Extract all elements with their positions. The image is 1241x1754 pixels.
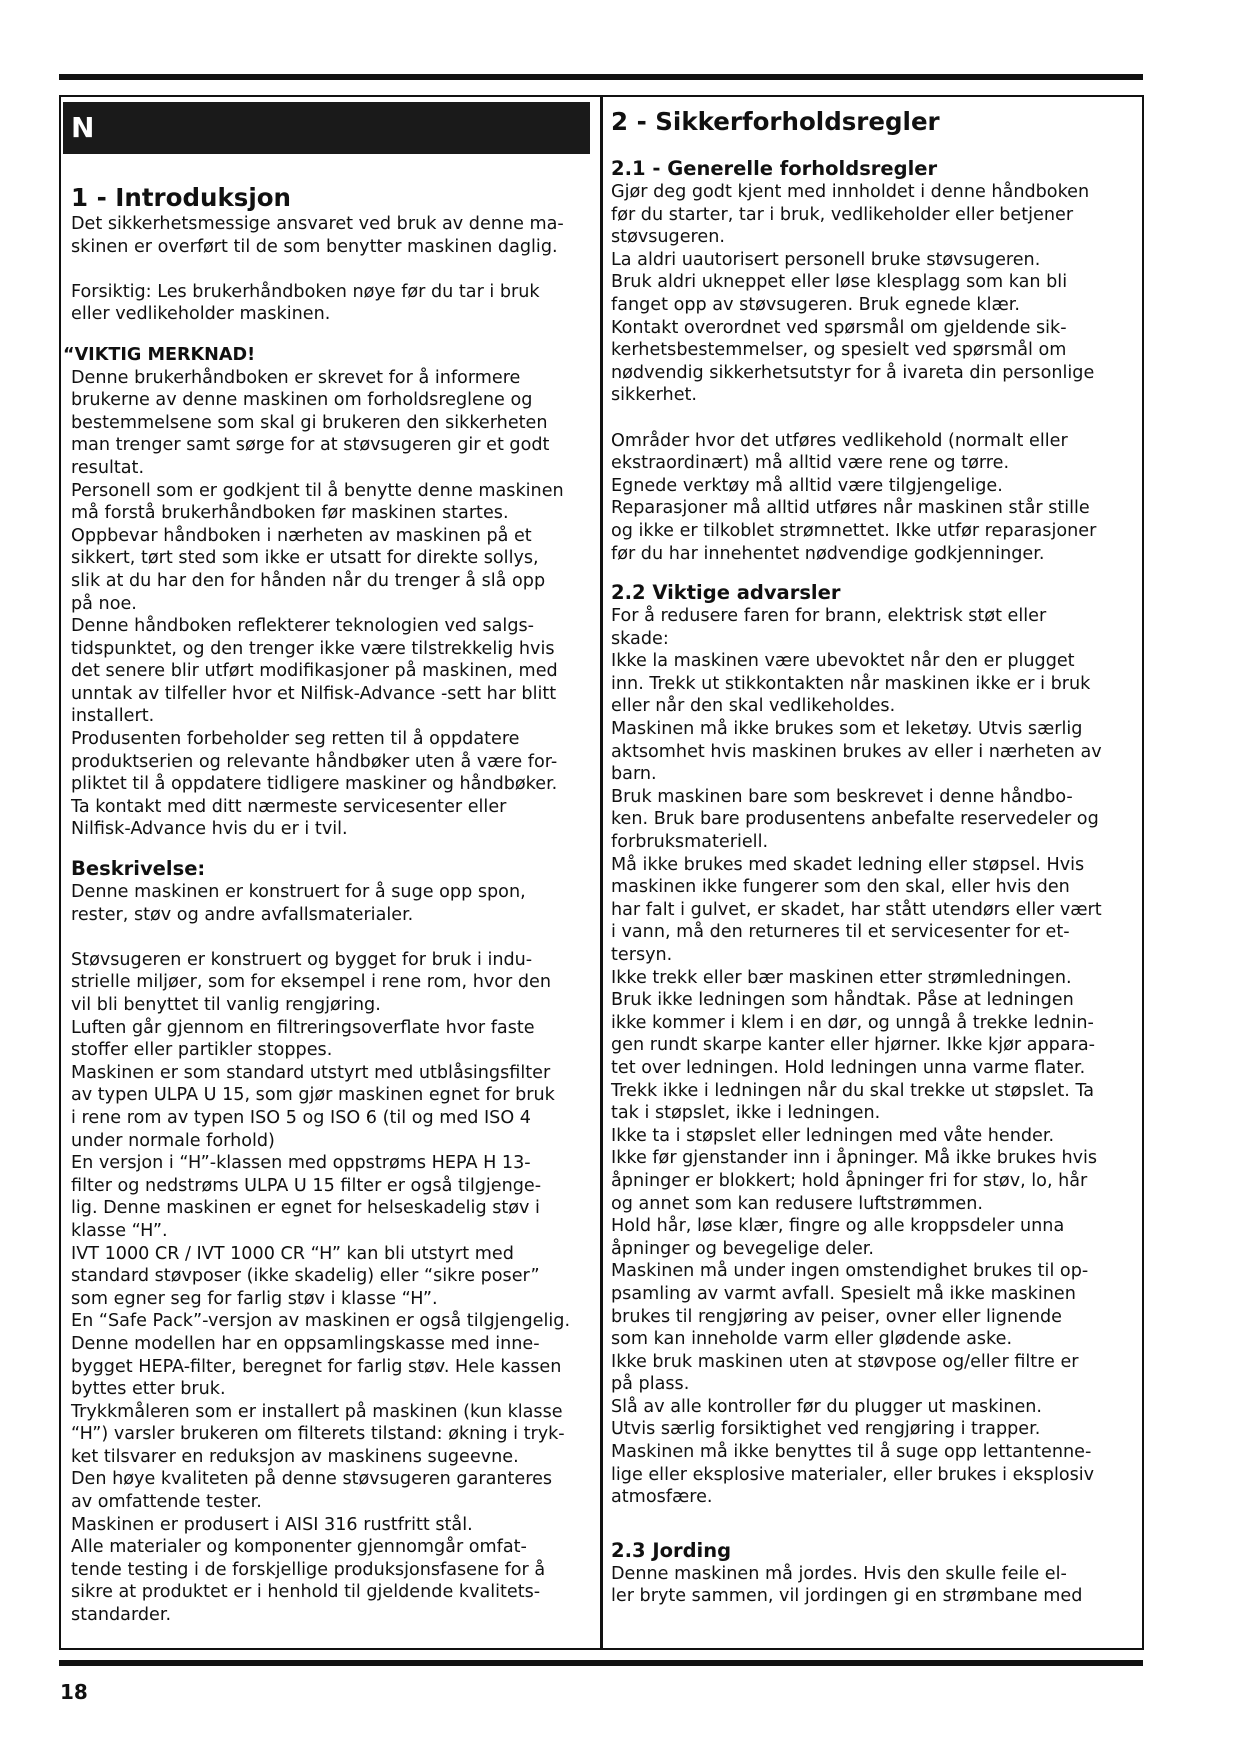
text-line: på noe.: [71, 593, 137, 614]
text-line: lige eller eksplosive materialer, eller brukes i eksplosiv: [611, 1464, 1095, 1485]
language-label: N: [63, 102, 590, 154]
text-line: rester, støv og andre avfallsmaterialer.: [71, 904, 414, 925]
text-line: Personell som er godkjent til å benytte denne maskinen: [71, 480, 564, 501]
text-line: slik at du har den for hånden når du trenger å slå opp: [71, 570, 546, 591]
text-line: Det sikkerhetsmessige ansvaret ved bruk av denne ma-: [71, 214, 564, 234]
text-line: Utvis særlig forsiktighet ved rengjøring i trapper.: [611, 1419, 1041, 1440]
page-number: 18: [60, 1680, 88, 1704]
text-line: av typen ULPA U 15, som gjør maskinen egnet for bruk: [71, 1085, 555, 1106]
top-rule: [59, 74, 1143, 80]
text-line: stoffer eller partikler stoppes.: [71, 1040, 333, 1061]
text-line: ikke kommer i klem i en dør, og unngå å trekke lednin-: [611, 1012, 1094, 1033]
text-line: før du har innehentet nødvendige godkjenninger.: [611, 543, 1045, 564]
text-line: tak i støpslet, ikke i ledningen.: [611, 1103, 881, 1124]
text-line: Luften går gjennom en filtreringsoverflate hvor faste: [71, 1017, 535, 1038]
caution-text: [71, 281, 591, 326]
text-line: kerhetsbestemmelser, og spesielt ved spørsmål om: [611, 340, 1067, 361]
grounding-title: 2.3 Jording: [611, 1538, 732, 1562]
text-line: man trenger samt sørge for at støvsugeren gir et godt: [71, 435, 550, 456]
grounding-text: [611, 1563, 1131, 1608]
text-line: produktserien og relevante håndbøker uten å være for-: [71, 751, 558, 772]
text-line: ler bryte sammen, vil jordingen gi en strømbane med: [611, 1586, 1083, 1607]
important-warnings-text: [611, 605, 1131, 1509]
column-divider: [600, 95, 603, 1650]
text-line: psamling av varmt avfall. Spesielt må ikke maskinen: [611, 1283, 1076, 1304]
general-precautions-text-2: [611, 430, 1131, 566]
text-line: Områder hvor det utføres vedlikehold (normalt eller: [611, 430, 1068, 451]
text-line: sikkerhet.: [611, 385, 698, 406]
text-line: Maskinen er produsert i AISI 316 rustfritt stål.: [71, 1514, 473, 1535]
text-line: i rene rom av typen ISO 5 og ISO 6 (til og med ISO 4: [71, 1107, 531, 1128]
text-line: filter og nedstrøms ULPA U 15 filter er også tilgjenge-: [71, 1175, 542, 1196]
text-line: barn.: [611, 764, 657, 785]
text-line: forbruksmateriell.: [611, 832, 769, 853]
text-line: før du starter, tar i bruk, vedlikeholder eller betjener: [611, 204, 1074, 225]
text-line: lig. Denne maskinen er egnet for helseskadelig støv i: [71, 1198, 540, 1219]
text-line: Hold hår, løse klær, fingre og alle kroppsdeler unna: [611, 1216, 1065, 1237]
text-line: åpninger og bevegelige deler.: [611, 1238, 874, 1259]
text-line: Bruk aldri ukneppet eller løse klesplagg som kan bli: [611, 272, 1068, 293]
text-line: inn. Trekk ut stikkontakten når maskinen ikke er i bruk: [611, 673, 1091, 694]
text-line: ekstraordinært) må alltid være rene og tørre.: [611, 453, 1010, 474]
text-line: Trykkmåleren som er installert på maskinen (kun klasse: [71, 1401, 563, 1422]
text-line: Maskinen er som standard utstyrt med utblåsingsfilter: [71, 1062, 551, 1083]
text-line: atmosfære.: [611, 1487, 713, 1508]
text-line: Produsenten forbeholder seg retten til å oppdatere: [71, 729, 520, 750]
text-line: det senere blir utført modifikasjoner på maskinen, med: [71, 661, 558, 682]
text-line: Bruk ikke ledningen som håndtak. Påse at ledningen: [611, 990, 1074, 1011]
text-line: byttes etter bruk.: [71, 1379, 226, 1400]
text-line: Kontakt overordnet ved spørsmål om gjeldende sik-: [611, 317, 1067, 338]
text-line: støvsugeren.: [611, 227, 725, 248]
text-line: Ikke la maskinen være ubevoktet når den er plugget: [611, 651, 1075, 672]
text-line: Denne brukerhåndboken er skrevet for å informere: [71, 367, 521, 388]
text-line: Ikke før gjenstander inn i åpninger. Må ikke brukes hvis: [611, 1148, 1098, 1169]
safety-section-title: 2 - Sikkerforholdsregler: [611, 107, 940, 136]
text-line: bygget HEPA-filter, beregnet for farlig støv. Hele kassen: [71, 1356, 562, 1377]
text-line: Støvsugeren er konstruert og bygget for bruk i indu-: [71, 949, 533, 970]
text-line: Oppbevar håndboken i nærheten av maskinen på et: [71, 525, 532, 546]
text-line: sikkert, tørt sted som ikke er utsatt for direkte sollys,: [71, 548, 539, 569]
text-line: Maskinen må under ingen omstendighet brukes til op-: [611, 1261, 1089, 1282]
text-line: eller vedlikeholder maskinen.: [71, 304, 331, 325]
text-line: eller når den skal vedlikeholdes.: [611, 696, 896, 717]
text-line: har falt i gulvet, er skadet, har stått utendørs eller vært: [611, 899, 1102, 920]
text-line: som egner seg for farlig støv i klasse “H”.: [71, 1288, 438, 1309]
intro-text: [71, 213, 591, 258]
text-line: gen rundt skarpe kanter eller hjørner. Ikke kjør appara-: [611, 1035, 1095, 1056]
text-line: Maskinen må ikke benyttes til å suge opp lettantenne-: [611, 1442, 1092, 1463]
text-line: fanget opp av støvsugeren. Bruk egnede klær.: [611, 294, 1020, 315]
note-heading: “VIKTIG MERKNAD!: [63, 344, 256, 365]
text-line: Slå av alle kontroller før du plugger ut maskinen.: [611, 1396, 1043, 1417]
text-line: Denne maskinen er konstruert for å suge opp spon,: [71, 882, 526, 903]
text-line: Denne modellen har en oppsamlingskasse med inne-: [71, 1333, 540, 1354]
text-line: skade:: [611, 628, 669, 649]
text-line: Gjør deg godt kjent med innholdet i denne håndboken: [611, 182, 1090, 202]
text-line: Maskinen må ikke brukes som et leketøy. Utvis særlig: [611, 719, 1083, 740]
text-line: klasse “H”.: [71, 1220, 168, 1241]
bottom-rule: [59, 1660, 1143, 1666]
text-line: For å redusere faren for brann, elektrisk støt eller: [611, 606, 1047, 627]
text-line: Denne håndboken reflekterer teknologien ved salgs-: [71, 616, 535, 637]
note-text: [71, 367, 591, 841]
text-line: Denne maskinen må jordes. Hvis den skulle feile el-: [611, 1563, 1067, 1584]
text-line: Ta kontakt med ditt nærmeste servicesenter eller: [71, 796, 507, 817]
text-line: Bruk maskinen bare som beskrevet i denne håndbo-: [611, 786, 1073, 807]
text-line: og annet som kan redusere luftstrømmen.: [611, 1193, 983, 1214]
text-line: skinen er overført til de som benytter maskinen daglig.: [71, 236, 558, 257]
text-line: brukerne av denne maskinen om forholdsreglene og: [71, 390, 533, 411]
text-line: på plass.: [611, 1374, 690, 1395]
text-line: La aldri uautorisert personell bruke støvsugeren.: [611, 249, 1041, 270]
left-column: [63, 183, 591, 1627]
text-line: pliktet til å oppdatere tidligere maskiner og håndbøker.: [71, 774, 558, 795]
text-line: strielle miljøer, som for eksempel i rene rom, hvor den: [71, 972, 552, 993]
text-line: installert.: [71, 706, 155, 727]
text-line: standarder.: [71, 1605, 172, 1626]
text-line: sikre at produktet er i henhold til gjeldende kvalitets-: [71, 1582, 541, 1603]
text-line: Reparasjoner må alltid utføres når maskinen står stille: [611, 498, 1090, 519]
text-line: av omfattende tester.: [71, 1492, 262, 1513]
general-precautions-title: 2.1 - Generelle forholdsregler: [611, 157, 938, 180]
text-line: Trekk ikke i ledningen når du skal trekke ut støpslet. Ta: [611, 1080, 1095, 1101]
text-line: bestemmelsene som skal gi brukeren den sikkerheten: [71, 412, 548, 433]
text-line: standard støvposer (ikke skadelig) eller “sikre poser”: [71, 1266, 540, 1287]
text-line: unntak av tilfeller hvor et Nilfisk-Advance -sett har blitt: [71, 683, 557, 704]
text-line: ken. Bruk bare produsentens anbefalte reservedeler og: [611, 809, 1099, 830]
right-column: [611, 107, 1131, 1608]
text-line: maskinen ikke fungerer som den skal, eller hvis den: [611, 877, 1070, 898]
description-text-1: [71, 881, 591, 926]
text-line: og ikke er tilkoblet strømnettet. Ikke utfør reparasjoner: [611, 520, 1097, 541]
text-line: Må ikke brukes med skadet ledning eller støpsel. Hvis: [611, 854, 1085, 875]
text-line: nødvendig sikkerhetsutstyr for å ivareta din personlige: [611, 362, 1095, 383]
text-line: vil bli benyttet til vanlig rengjøring.: [71, 995, 381, 1015]
text-line: Den høye kvaliteten på denne støvsugeren garanteres: [71, 1469, 553, 1490]
description-heading: Beskrivelse:: [71, 857, 206, 881]
text-line: “H”) varsler brukeren om filterets tilstand: økning i tryk-: [71, 1424, 565, 1445]
text-line: Ikke trekk eller bær maskinen etter strømledningen.: [611, 967, 1072, 988]
text-line: resultat.: [71, 457, 145, 478]
text-line: ket tilsvarer en reduksjon av maskinens sugeevne.: [71, 1446, 519, 1467]
text-line: Egnede verktøy må alltid være tilgjengelige.: [611, 475, 1003, 496]
text-line: En versjon i “H”-klassen med oppstrøms HEPA H 13-: [71, 1153, 531, 1174]
text-line: som kan inneholde varm eller glødende aske.: [611, 1329, 1013, 1350]
text-line: tidspunktet, og den trenger ikke være tilstrekkelig hvis: [71, 638, 555, 659]
text-line: i vann, må den returneres til et servicesenter for et-: [611, 922, 1070, 943]
text-line: Ikke bruk maskinen uten at støvpose og/eller filtre er: [611, 1351, 1079, 1372]
text-line: aktsomhet hvis maskinen brukes av eller i nærheten av: [611, 741, 1102, 762]
text-line: brukes til rengjøring av peiser, ovner eller lignende: [611, 1306, 1063, 1327]
text-line: Ikke ta i støpslet eller ledningen med våte hender.: [611, 1125, 1055, 1146]
text-line: Nilfisk-Advance hvis du er i tvil.: [71, 819, 348, 840]
text-line: må forstå brukerhåndboken før maskinen startes.: [71, 503, 509, 524]
text-line: tende testing i de forskjellige produksjonsfasene for å: [71, 1559, 546, 1580]
text-line: åpninger er blokkert; hold åpninger fri for støv, lo, hår: [611, 1170, 1088, 1191]
text-line: Alle materialer og komponenter gjennomgår omfat-: [71, 1537, 527, 1558]
general-precautions-text-1: [611, 181, 1131, 407]
description-text-2: [71, 949, 591, 1627]
text-line: tet over ledningen. Hold ledningen unna varme flater.: [611, 1057, 1086, 1078]
text-line: under normale forhold): [71, 1130, 275, 1151]
text-line: tersyn.: [611, 945, 673, 965]
intro-title: 1 - Introduksjon: [71, 183, 291, 212]
text-line: IVT 1000 CR / IVT 1000 CR “H” kan bli utstyrt med: [71, 1243, 514, 1264]
important-warnings-title: 2.2 Viktige advarsler: [611, 581, 841, 605]
text-line: Forsiktig: Les brukerhåndboken nøye før du tar i bruk: [71, 281, 540, 302]
text-line: En “Safe Pack”-versjon av maskinen er også tilgjengelig.: [71, 1311, 571, 1332]
